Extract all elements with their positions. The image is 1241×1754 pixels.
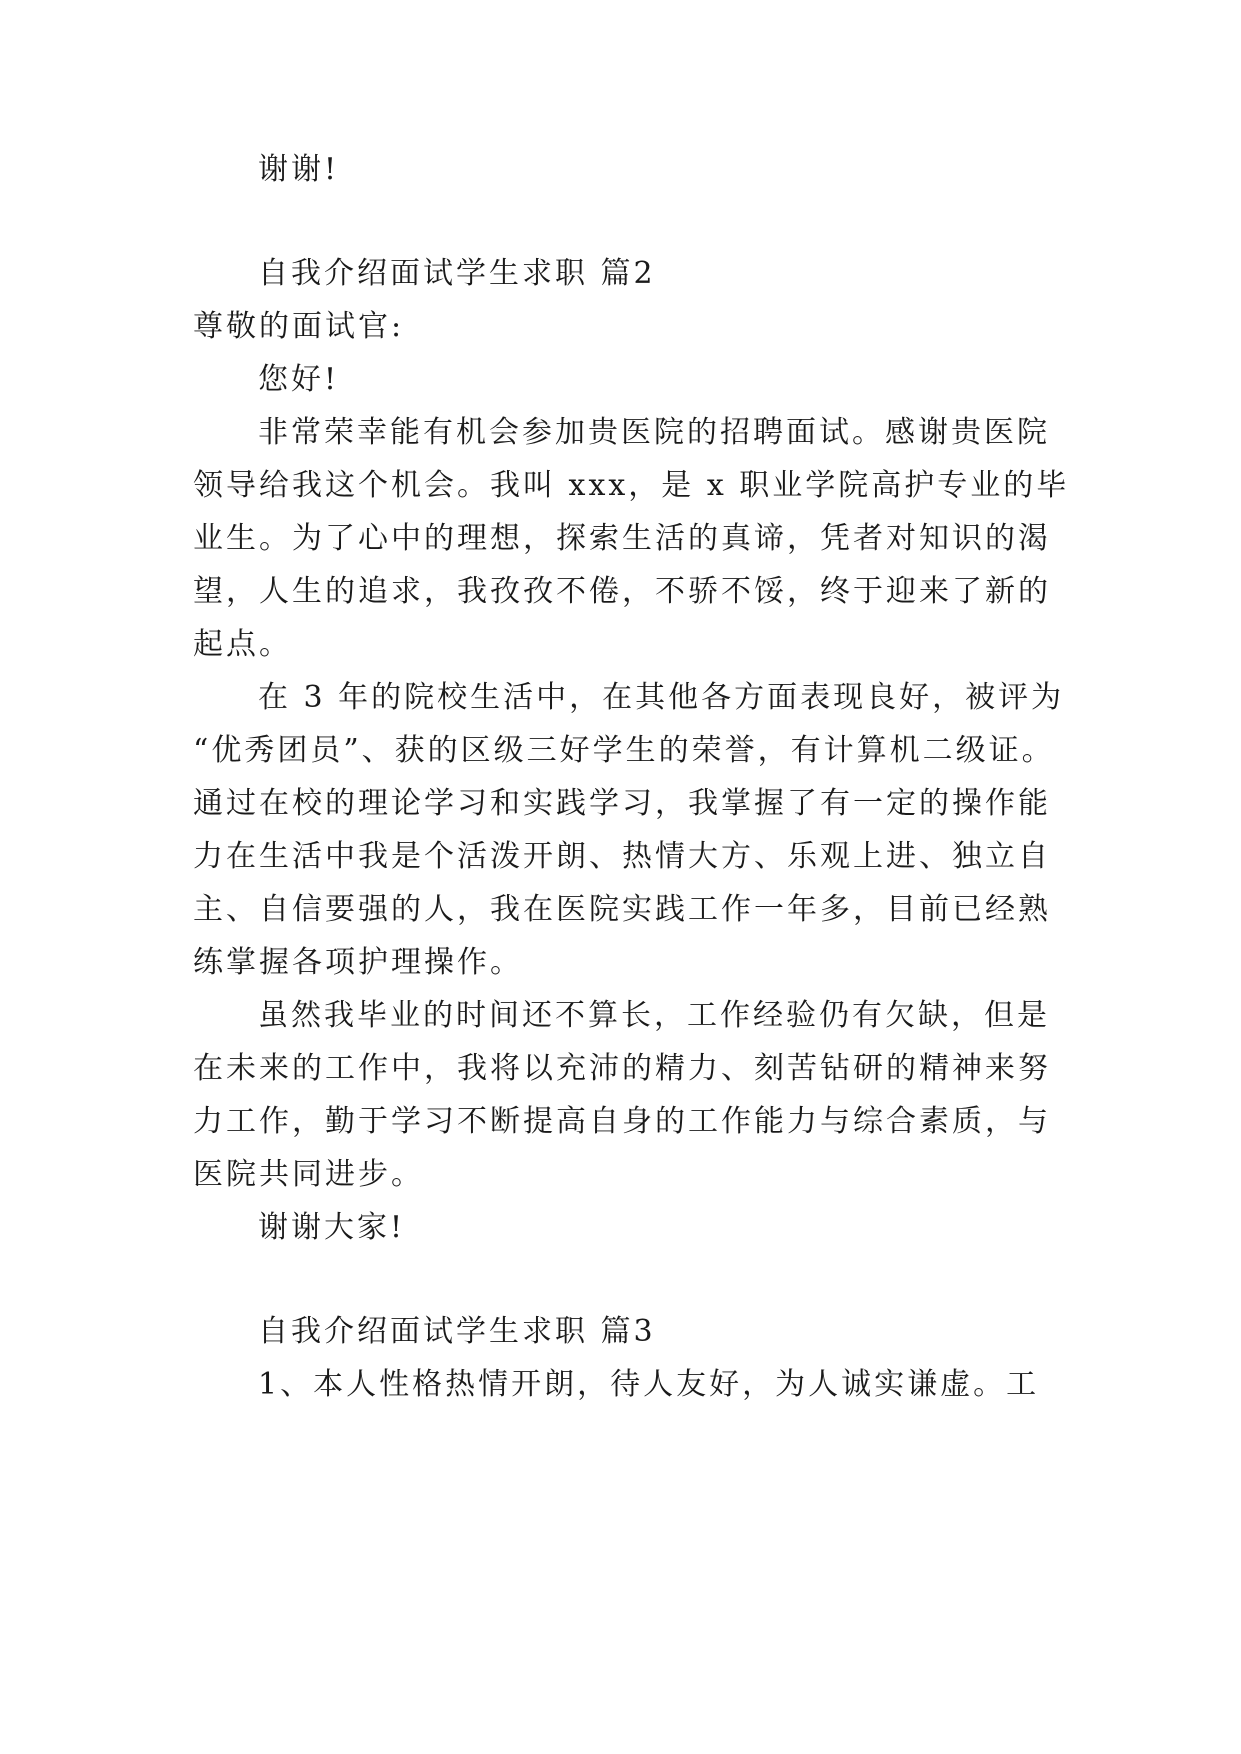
section2-closing: 谢谢大家! <box>258 1210 406 1245</box>
section3-item1: 1、本人性格热情开朗，待人友好，为人诚实谦虚。工 <box>258 1367 1040 1402</box>
section2-title: 自我介绍面试学生求职 篇2 <box>258 256 656 291</box>
section1-closing: 谢谢! <box>258 152 340 187</box>
paragraph2-line: 在 3 年的院校生活中，在其他各方面表现良好，被评为 <box>258 680 1065 715</box>
paragraph1-line: 业生。为了心中的理想，探索生活的真谛，凭者对知识的渴 <box>193 521 1051 556</box>
paragraph3-line: 虽然我毕业的时间还不算长，工作经验仍有欠缺，但是 <box>258 998 1050 1033</box>
paragraph1-line: 望，人生的追求，我孜孜不倦，不骄不馁，终于迎来了新的 <box>193 574 1051 609</box>
section3-title: 自我介绍面试学生求职 篇3 <box>258 1314 656 1349</box>
paragraph2-line: 练掌握各项护理操作。 <box>193 945 523 980</box>
paragraph2-line: 主、自信要强的人，我在医院实践工作一年多，目前已经熟 <box>193 892 1051 927</box>
greeting: 您好! <box>258 362 340 397</box>
paragraph3-line: 在未来的工作中，我将以充沛的精力、刻苦钻研的精神来努 <box>193 1051 1051 1086</box>
paragraph1-line: 起点。 <box>193 627 292 662</box>
paragraph3-line: 力工作，勤于学习不断提高自身的工作能力与综合素质，与 <box>193 1104 1051 1139</box>
paragraph2-line: “优秀团员”、获的区级三好学生的荣誉，有计算机二级证。 <box>193 733 1055 768</box>
salutation: 尊敬的面试官: <box>193 309 405 344</box>
paragraph2-line: 通过在校的理论学习和实践学习，我掌握了有一定的操作能 <box>193 786 1051 821</box>
paragraph1-line: 非常荣幸能有机会参加贵医院的招聘面试。感谢贵医院 <box>258 415 1050 450</box>
paragraph2-line: 力在生活中我是个活泼开朗、热情大方、乐观上进、独立自 <box>193 839 1051 874</box>
paragraph3-line: 医院共同进步。 <box>193 1157 424 1192</box>
paragraph1-line: 领导给我这个机会。我叫 xxx，是 x 职业学院高护专业的毕 <box>193 468 1070 503</box>
